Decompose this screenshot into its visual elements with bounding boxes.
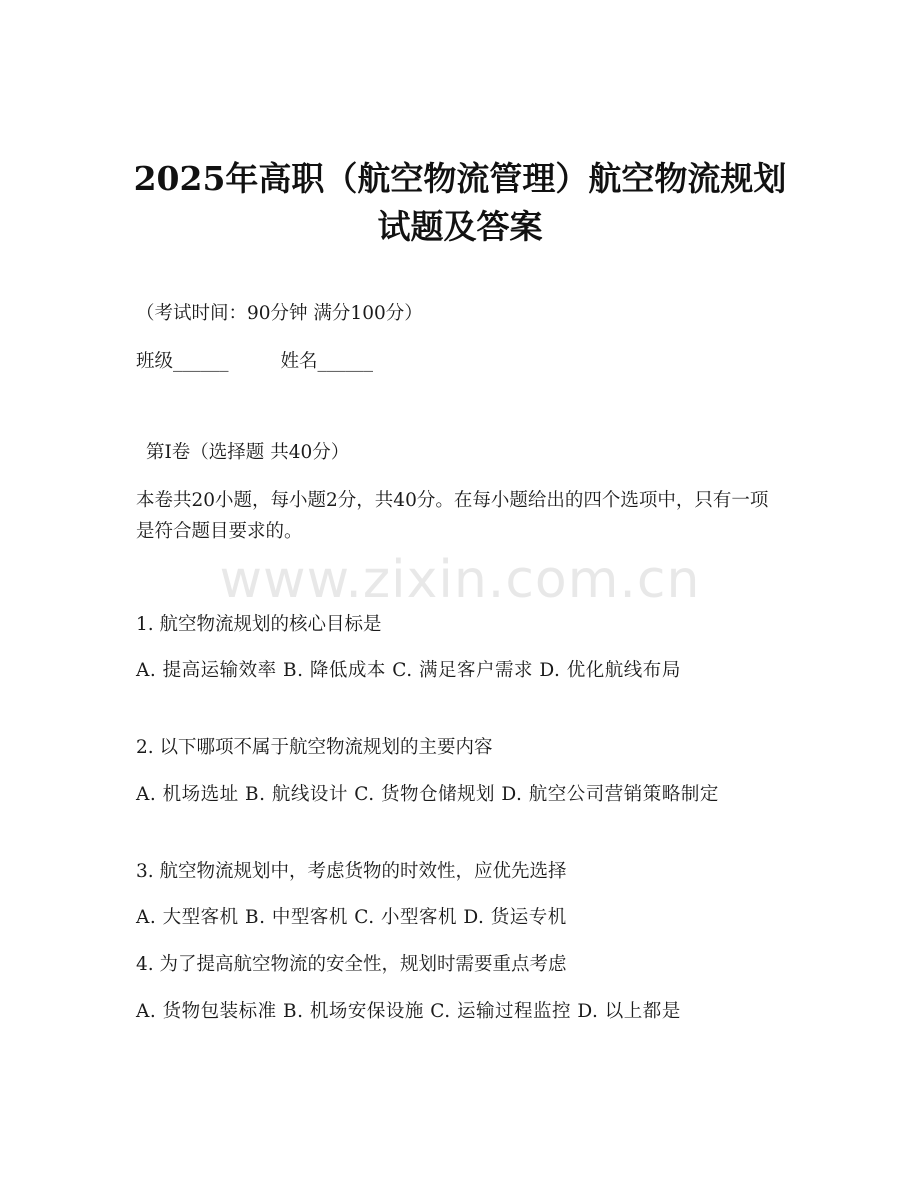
class-label: 班级______ xyxy=(136,351,229,372)
section-intro: 本卷共20小题，每小题2分，共40分。在每小题给出的四个选项中，只有一项是符合题目要求的。 xyxy=(136,490,769,542)
question-options: A. 机场选址 B. 航线设计 C. 货物仓储规划 D. 航空公司营销策略制定 xyxy=(136,784,719,805)
question-stem: 2. 以下哪项不属于航空物流规划的主要内容 xyxy=(136,737,493,758)
name-label: 姓名______ xyxy=(280,351,374,372)
question-options: A. 大型客机 B. 中型客机 C. 小型客机 D. 货运专机 xyxy=(136,907,567,928)
student-info xyxy=(136,346,786,378)
document-title-line1: 2025年高职（航空物流管理）航空物流规划 xyxy=(133,159,787,198)
question-stem: 3. 航空物流规划中，考虑货物的时效性，应优先选择 xyxy=(136,861,567,882)
section-header: 第I卷（选择题 共40分） xyxy=(146,442,350,463)
question-options: A. 货物包装标准 B. 机场安保设施 C. 运输过程监控 D. 以上都是 xyxy=(136,1001,681,1022)
exam-info: （考试时间：90分钟 满分100分） xyxy=(136,303,423,324)
question-stem: 4. 为了提高航空物流的安全性，规划时需要重点考虑 xyxy=(136,954,567,975)
question-options: A. 提高运输效率 B. 降低成本 C. 满足客户需求 D. 优化航线布局 xyxy=(136,660,681,681)
watermark: www.zixin.com.cn xyxy=(219,550,701,610)
document-title-line2: 试题及答案 xyxy=(377,207,543,246)
question-stem: 1. 航空物流规划的核心目标是 xyxy=(136,614,382,635)
